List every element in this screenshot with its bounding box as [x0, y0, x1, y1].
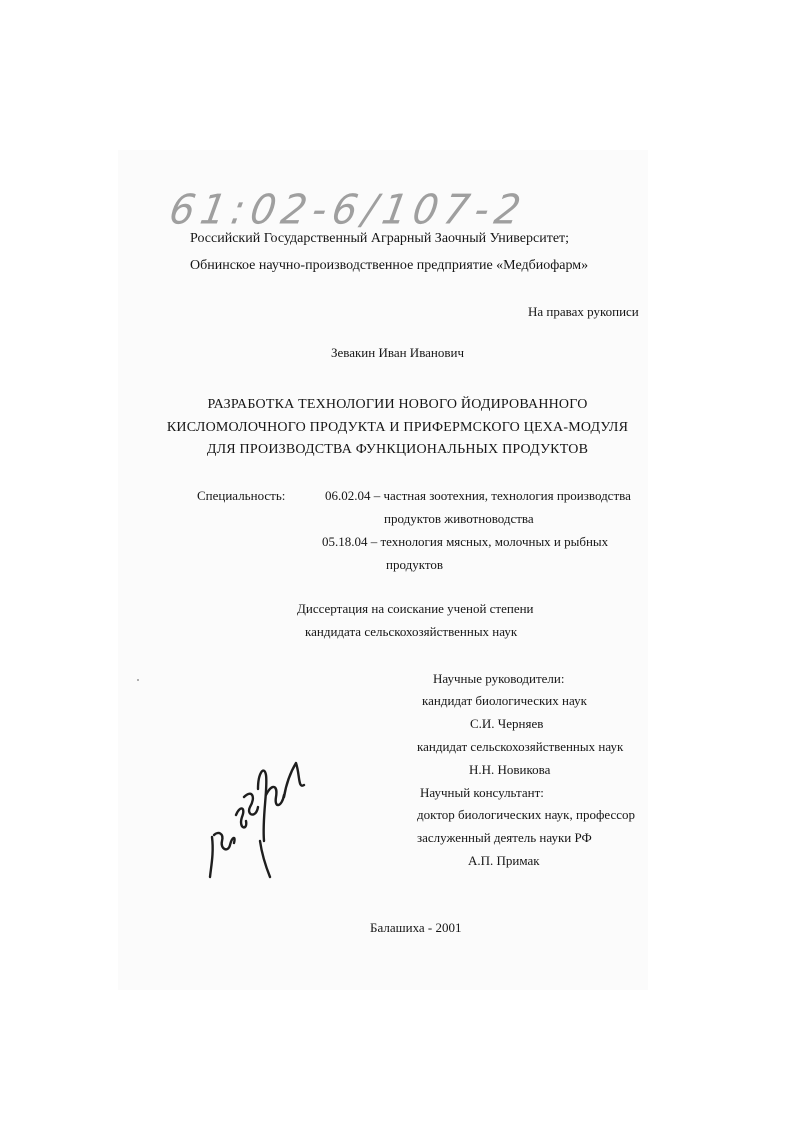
specialty-1-code: 06.02.04 – частная зоотехния, технология производства [325, 488, 631, 503]
advisor-1-degree: кандидат биологических наук [422, 693, 587, 708]
title-line-1: РАЗРАБОТКА ТЕХНОЛОГИИ НОВОГО ЙОДИРОВАННОГО [207, 397, 588, 412]
consultant-degree: доктор биологических наук, профессор [417, 807, 636, 822]
advisor-2-degree: кандидат сельскохозяйственных наук [417, 739, 624, 754]
specialty-label: Специальность: [197, 488, 286, 503]
archive-mark-text: 61:02-6/107-2 [165, 186, 530, 235]
advisors-heading: Научные руководители: [433, 671, 565, 686]
dissertation-line-1: Диссертация на соискание ученой степени [297, 601, 534, 616]
rights-note: На правах рукописи [528, 304, 639, 319]
title-line-3: ДЛЯ ПРОИЗВОДСТВА ФУНКЦИОНАЛЬНЫХ ПРОДУКТОВ [206, 442, 589, 457]
archive-mark [165, 186, 530, 235]
dissertation-line-2: кандидата сельскохозяйственных наук [305, 624, 518, 639]
advisor-1-name: С.И. Черняев [470, 716, 544, 731]
specialty-1-continuation: продуктов животноводства [384, 511, 534, 526]
author-name: Зевакин Иван Иванович [330, 345, 465, 360]
consultant-heading: Научный консультант: [420, 785, 544, 800]
specialty-2-code: 05.18.04 – технология мясных, молочных и рыбных [322, 534, 609, 549]
footer-city-year: Балашиха - 2001 [370, 920, 462, 935]
consultant-title: заслуженный деятель науки РФ [417, 830, 592, 845]
consultant-name: А.П. Примак [468, 853, 540, 868]
advisor-2-name: Н.Н. Новикова [469, 762, 551, 777]
scan-background [118, 150, 648, 990]
scan-speck [137, 679, 139, 681]
header-line-2: Обнинское научно-производственное предприятие «Медбиофарм» [190, 258, 589, 273]
header-line-1: Российский Государственный Аграрный Заочный Университет; [190, 231, 570, 246]
specialty-2-continuation: продуктов [386, 557, 443, 572]
title-line-2: КИСЛОМОЛОЧНОГО ПРОДУКТА И ПРИФЕРМСКОГО ЦЕХА-МОДУЛЯ [166, 420, 629, 435]
signature-image [200, 745, 315, 885]
